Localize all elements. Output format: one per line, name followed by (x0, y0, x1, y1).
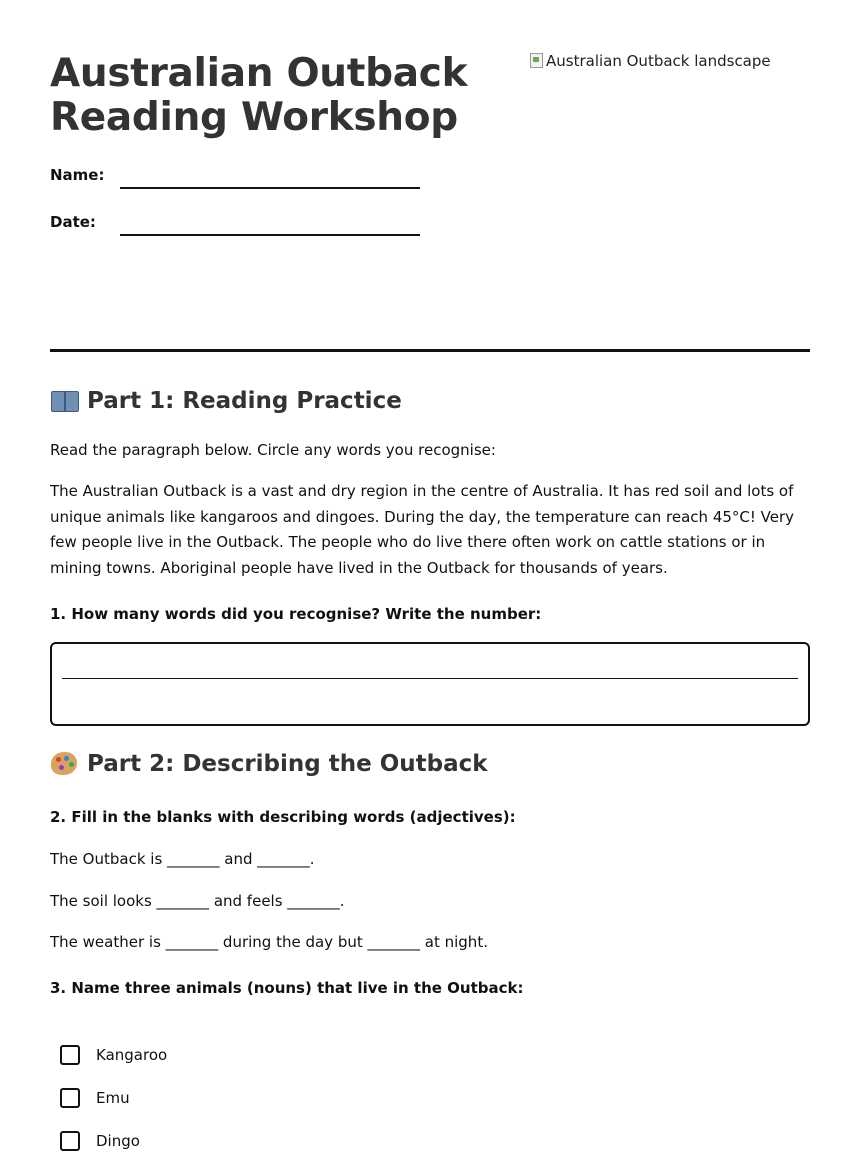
animal-option-emu[interactable] (60, 1085, 130, 1111)
reading-paragraph: The Australian Outback is a vast and dry region in the centre of Australia. It has red soil and lots of unique animals like kangaroos and dingoes. During the day, the temperature can reach 45°C! Very few people live in the Outback. The people who do live there often work on cattle stations or in mining towns. Aboriginal people have lived in the Outback for thousands of years. (50, 482, 795, 577)
artist-palette-icon (50, 751, 80, 777)
checkbox[interactable] (60, 1088, 80, 1108)
fill-blank-sentence: The weather is _______ during the day but _______ at night. (50, 933, 488, 951)
part1-title: Part 1: Reading Practice (87, 388, 402, 414)
part2-heading (50, 751, 488, 777)
checkbox[interactable] (60, 1045, 80, 1065)
broken-image-icon (529, 52, 543, 68)
outback-landscape-image (529, 52, 819, 82)
image-alt-text: Australian Outback landscape (546, 52, 771, 70)
part1-instruction: Read the paragraph below. Circle any words you recognise: (50, 441, 496, 459)
question-3: 3. Name three animals (nouns) that live in the Outback: (50, 979, 524, 997)
date-label: Date: (50, 213, 96, 231)
date-field[interactable] (50, 207, 430, 237)
animal-option-kangaroo[interactable] (60, 1042, 167, 1068)
header-divider (50, 349, 810, 352)
part2-title: Part 2: Describing the Outback (87, 751, 488, 777)
name-write-line[interactable] (120, 187, 420, 189)
name-label: Name: (50, 166, 105, 184)
page-title: Australian Outback Reading Workshop (50, 51, 468, 140)
animal-label: Emu (96, 1089, 130, 1107)
answer-box-1[interactable] (50, 642, 810, 726)
date-write-line[interactable] (120, 234, 420, 236)
answer-write-line[interactable] (62, 678, 798, 679)
fill-blank-sentence: The soil looks _______ and feels _______. (50, 892, 345, 910)
animal-label: Dingo (96, 1132, 140, 1150)
part1-heading (50, 388, 402, 414)
name-field[interactable] (50, 160, 430, 190)
question-2: 2. Fill in the blanks with describing words (adjectives): (50, 808, 516, 826)
animal-label: Kangaroo (96, 1046, 168, 1064)
question-1: 1. How many words did you recognise? Write the number: (50, 605, 542, 623)
open-book-icon (50, 388, 80, 414)
fill-blank-sentence: The Outback is _______ and _______. (50, 850, 315, 868)
checkbox[interactable] (60, 1131, 80, 1151)
animal-option-dingo[interactable] (60, 1128, 140, 1154)
